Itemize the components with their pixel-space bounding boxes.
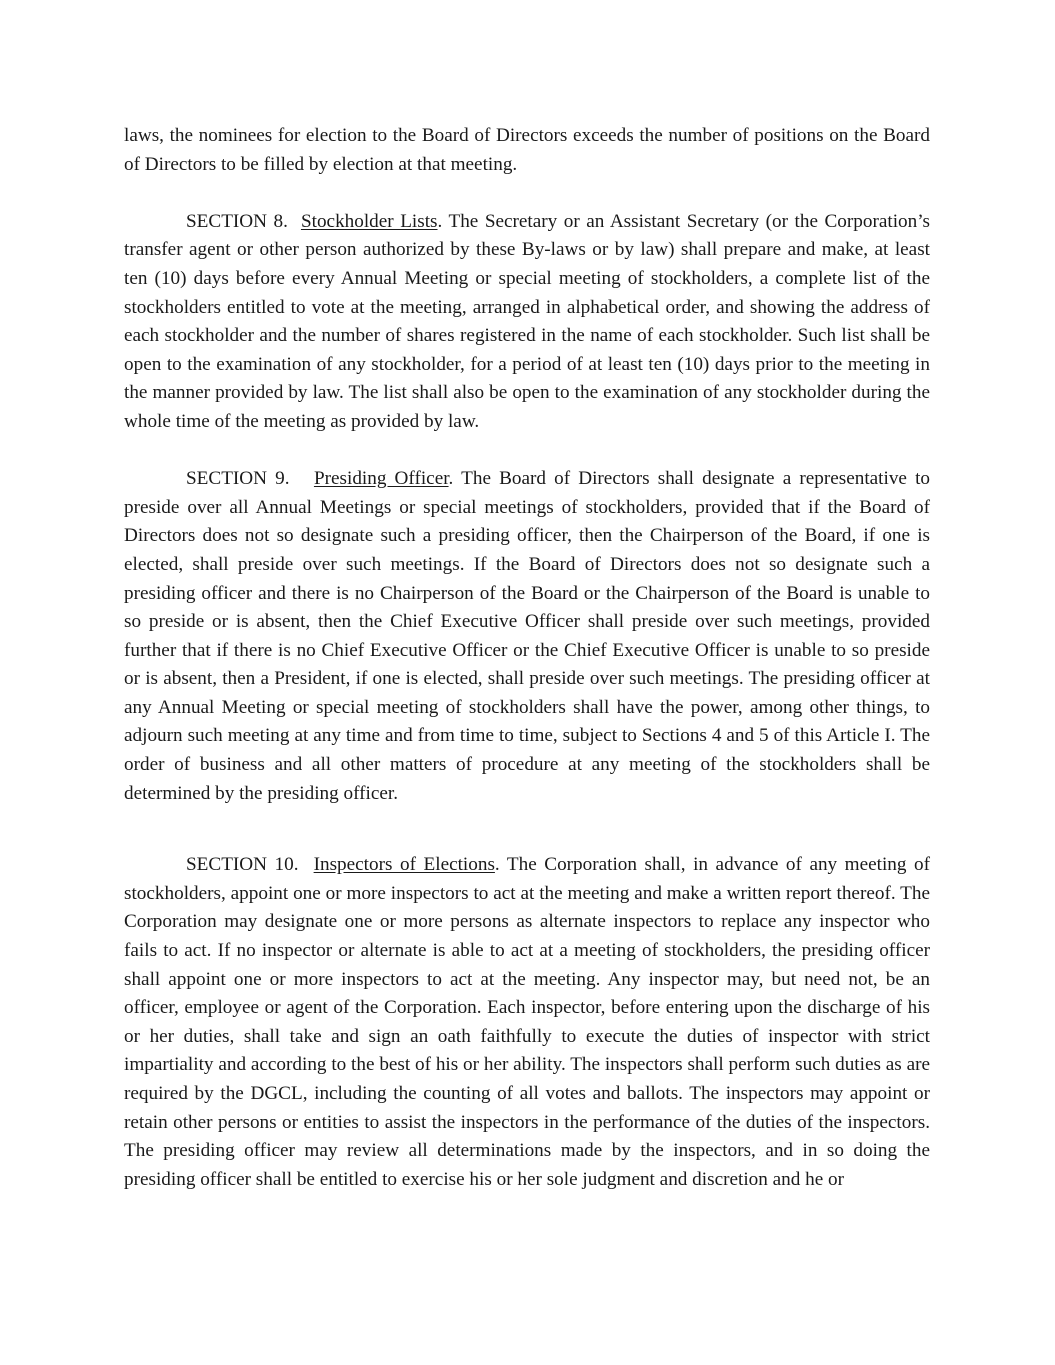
section-9-paragraph: [124, 465, 930, 808]
intro-paragraph: laws, the nominees for election to the Board of Directors exceeds the number of positions on the Board of Directors to be filled by election at that meeting.: [124, 125, 930, 175]
section-10-body: . The Corporation shall, in advance of any meeting of stockholders, appoint one or more inspectors to act at the meeting and make a written report thereof. The Corporation may designate one or more persons as alternate inspectors to replace any inspector who fails to act. If no inspector or alternate is able to act at a meeting of stockholders, the presiding officer shall appoint one or more inspectors to act at the meeting. Any inspector may, but need not, be an officer, employee or agent of the Corporation. Each inspector, before entering upon the discharge of his or her duties, shall take and sign an oath faithfully to execute the duties of inspector with strict impartiality and according to the best of his or her ability. The inspectors shall perform such duties as are required by the DGCL, including the counting of all votes and ballots. The inspectors may appoint or retain other persons or entities to assist the inspectors in the performance of the duties of the inspectors. The presiding officer may review all determinations made by the inspectors, and in so doing the presiding officer shall be entitled to exercise his or her sole judgment and discretion and he or: [124, 854, 931, 1190]
section-10-title: Inspectors of Elections: [313, 854, 495, 876]
section-8-paragraph: [124, 208, 930, 437]
section-8-body: . The Secretary or an Assistant Secretary (or the Corporation’s transfer agent or other person authorized by these By-laws or by law) shall prepare and make, at least ten (10) days before every Annual Meeting or special meeting of stockholders, a complete list of the stockholders entitled to vote at the meeting, arranged in alphabetical order, and showing the address of each stockholder and the number of shares registered in the name of each stockholder. Such list shall be open to the examination of any stockholder, for a period of at least ten (10) days prior to the meeting in the manner provided by law. The list shall also be open to the examination of any stockholder during the whole time of the meeting as provided by law.: [124, 210, 931, 432]
section-9-label: SECTION 9.: [186, 468, 290, 490]
section-8-title: Stockholder Lists: [300, 210, 438, 232]
section-9-title: Presiding Officer: [313, 468, 449, 490]
section-10-label: SECTION 10.: [186, 854, 299, 876]
section-8-label: SECTION 8.: [186, 210, 288, 232]
section-9-body: . The Board of Directors shall designate a representative to preside over all Annual Meetings or special meetings of stockholders, provided that if the Board of Directors does not so designate such a presiding officer, then the Chairperson of the Board, if one is elected, shall preside over such meetings. If the Board of Directors does not so designate such a presiding officer and there is no Chairperson of the Board or the Chairperson of the Board is unable to so preside or is absent, then the Chief Executive Officer shall preside over such meetings, provided further that if there is no Chief Executive Officer or the Chief Executive Officer is unable to so preside or is absent, then a President, if one is elected, shall preside over such meetings. The presiding officer at any Annual Meeting or special meeting of stockholders shall have the power, among other things, to adjourn such meeting at any time and from time to time, subject to Sections 4 and 5 of this Article I. The order of business and all other matters of procedure at any meeting of the stockholders shall be determined by the presiding officer.: [124, 468, 930, 804]
document-page: [124, 122, 930, 1194]
section-10-paragraph: [124, 851, 930, 1194]
